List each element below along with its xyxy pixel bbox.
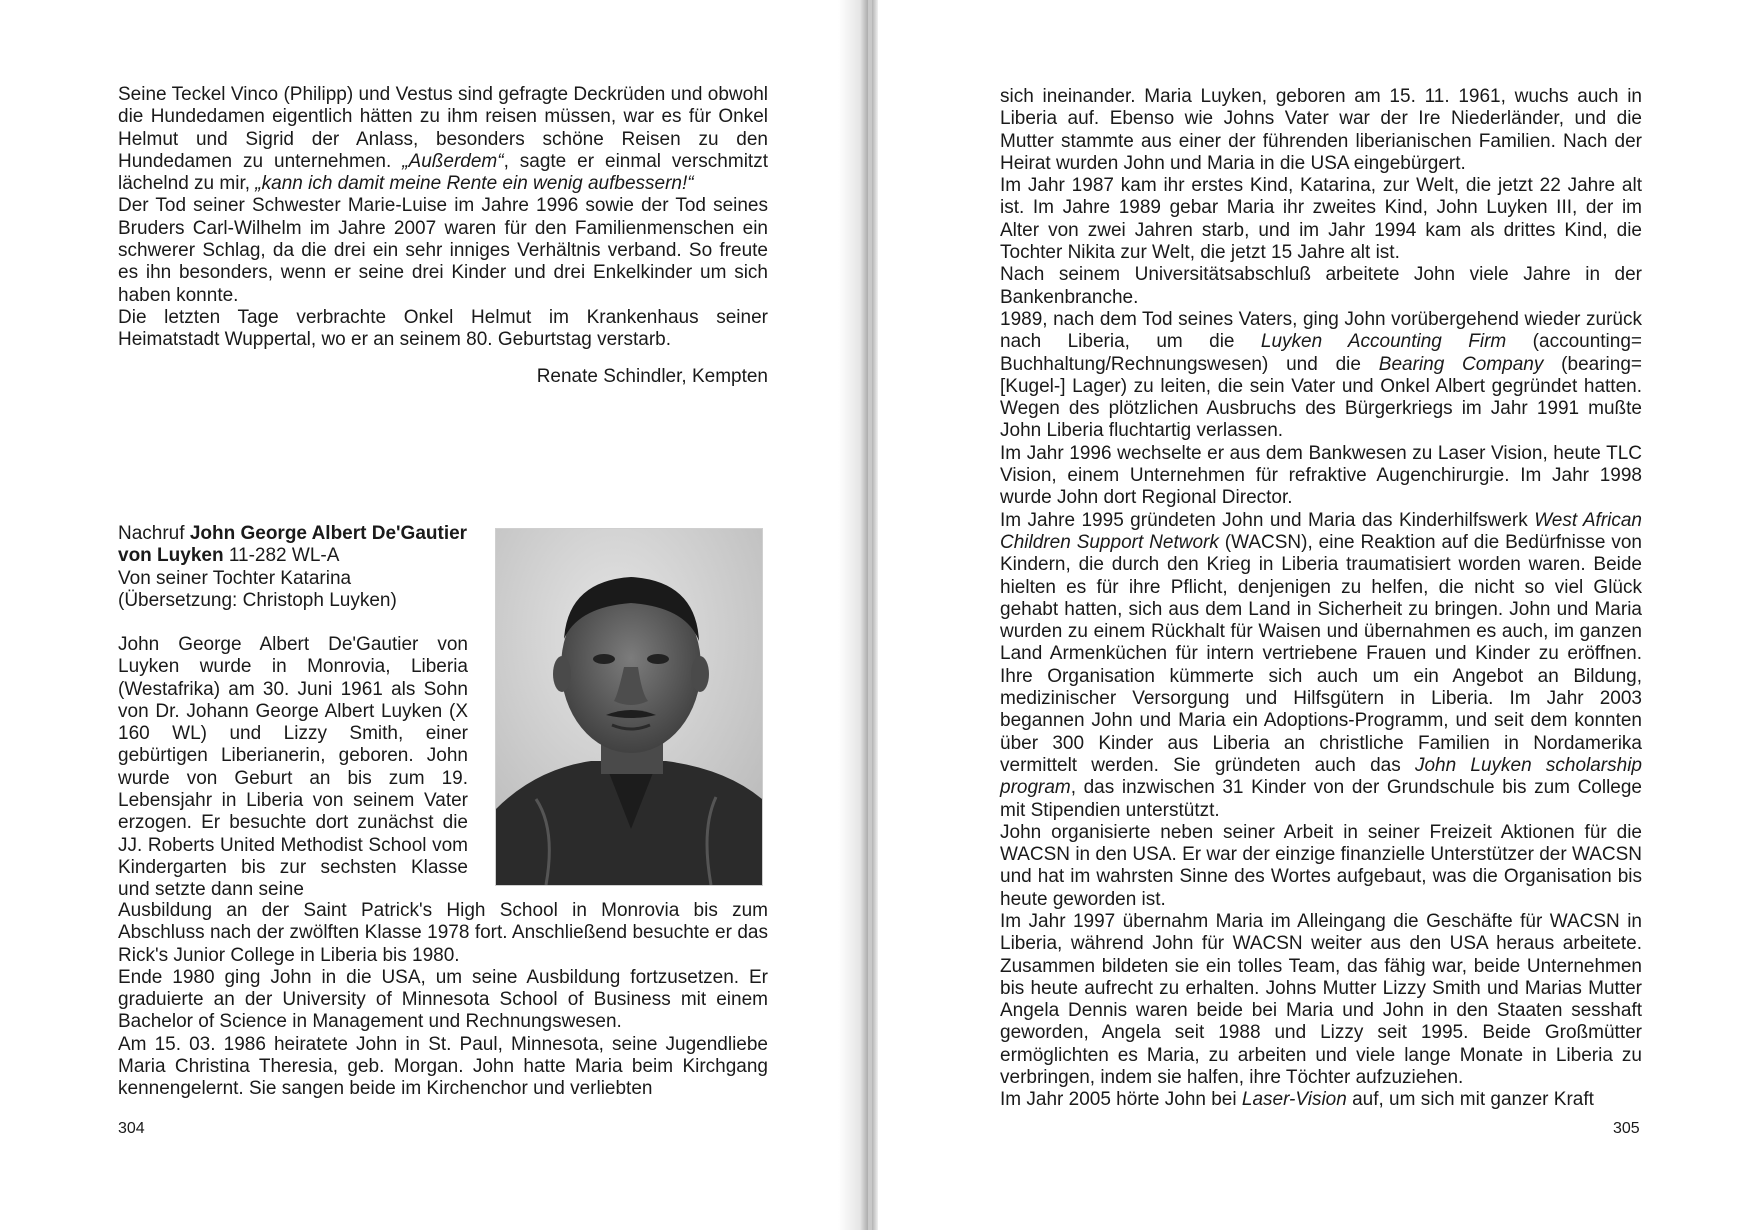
paragraph: Nach seinem Universitätsabschluß arbeitete John viele Jahre in der Bankenbranche.	[1000, 264, 1642, 308]
paragraph: 1989, nach dem Tod seines Vaters, ging John vorübergehend wieder zurück nach Liberia, um die Luyken Accounting Firm (accounting= Buchhaltung/Rechnungswesen) und die Bearing Company (bearing= [Kugel-] Lager) zu leiten, die sein Vater und Onkel Albert gegründet hatten. Wegen des plötzlichen Ausbruchs des Bürgerkriegs im Jahr 1991 mußte John Liberia fluchtartig verlassen.	[1000, 308, 1642, 442]
portrait-photo	[495, 528, 763, 886]
paragraph: John organisierte neben seiner Arbeit in seiner Freizeit Aktionen für die WACSN in den USA. Er war der einzige finanzielle Unterstützer der WACSN und hat im wahrsten Sinne des Wortes aufgebaut, was die Organisation bis heute geworden ist.	[1000, 821, 1642, 910]
deceased-name: John George Albert De'Gautier von Luyken	[118, 523, 468, 567]
scholarship-name: John Luyken scholarship program	[1000, 754, 1642, 799]
paragraph: sich ineinander. Maria Luyken, geboren am 15. 11. 1961, wuchs auch in Liberia auf. Ebenso wie Johns Vater war der Ire Niederländer, und die Mutter stammte aus einer der führenden liberianischen Familien. Nach der Heirat wurden John und Maria in die USA eingebürgert.	[1000, 86, 1642, 174]
paragraph: Ausbildung an der Saint Patrick's High School in Monrovia bis zum Abschluss nach der zwölften Klasse 1978 fort. Anschließend besuchte er das Rick's Junior College in Liberia bis 1980.	[118, 900, 768, 966]
page-edge	[868, 0, 872, 1230]
right-page	[880, 0, 1744, 1230]
firm-name: Luyken Accounting Firm	[1260, 331, 1507, 353]
obituary-translation-note: (Übersetzung: Christoph Luyken)	[118, 589, 397, 611]
paragraph: Im Jahr 1996 wechselte er aus dem Bankwesen zu Laser Vision, heute TLC Vision, einem Unternehmen für refraktive Augenchirurgie. Im Jahr 1998 wurde John dort Regional Director.	[1000, 442, 1642, 509]
obituary-text-narrow	[118, 634, 468, 902]
paragraph: Im Jahr 1987 kam ihr erstes Kind, Katarina, zur Welt, die jetzt 22 Jahre alt ist. Im Jahre 1989 gebar Maria ihr zweites Kind, John Luyken III, der im Alter von zwei Jahren starb, und im Jahr 1994 kam als drittes Kind, die Tochter Nikita zur Welt, die jetzt 15 Jahre alt ist.	[1000, 175, 1642, 264]
company-name: Laser-Vision	[1241, 1089, 1347, 1111]
obituary-heading	[118, 523, 468, 612]
obituary-text-wide	[118, 900, 768, 1101]
paragraph: Ende 1980 ging John in die USA, um seine Ausbildung fortzusetzen. Er graduierte an der University of Minnesota School of Business mit einem Bachelor of Science in Management und Rechnungswesen.	[118, 966, 768, 1033]
obituary-byline: Von seiner Tochter Katarina	[118, 567, 352, 589]
company-name: Bearing Company	[1378, 353, 1544, 375]
paragraph: John George Albert De'Gautier von Luyken wurde in Monrovia, Liberia (Westafrika) am 30. Juni 1961 als Sohn von Dr. Johann George Albert Luyken (X 160 WL) und Lizzy Smith, einer gebürtigen Liberianerin, geboren. John wurde von Geburt an bis zum 19. Lebensjahr in Liberia von seinem Vater erzogen. Er besuchte dort zunächst die JJ. Roberts United Methodist School vom Kindergarten bis zur sechsten Klasse und setzte dann seine	[118, 634, 468, 901]
helmut-obituary-ending	[118, 84, 768, 388]
paragraph: Die letzten Tage verbrachte Onkel Helmut im Krankenhaus seiner Heimatstadt Wuppertal, wo er an seinem 80. Geburtstag verstarb.	[118, 306, 768, 351]
network-name: West African Children Support Network	[1000, 509, 1642, 553]
paragraph: Der Tod seiner Schwester Marie-Luise im Jahre 1996 sowie der Tod seines Bruders Carl-Wilhelm im Jahre 2007 waren für den Familienmenschen ein schwerer Schlag, da die drei ein sehr inniges Verhältnis verband. So freute es ihn besonders, wenn er seine drei Kinder und drei Enkelkinder um sich haben konnte.	[118, 195, 768, 306]
obituary-title: Nachruf John George Albert De'Gautier von Luyken 11-282 WL-A	[118, 523, 468, 567]
author-signature: Renate Schindler, Kempten	[536, 365, 768, 387]
quote-italic: „kann ich damit meine Rente ein wenig aufbessern!“	[255, 173, 694, 195]
paragraph: Im Jahr 1997 übernahm Maria im Alleingang die Geschäfte für WACSN in Liberia, während John für WACSN weiter aus den USA heraus arbeitete. Zusammen bildeten sie ein tolles Team, das fähig war, beide Unternehmen bis heute aufrecht zu erhalten. Johns Mutter Lizzy Smith und Marias Mutter Angela Dennis waren beide bei Maria und John in den Staaten sesshaft geworden, Angela seit 1988 und Lizzy seit 1995. Beide Großmütter ermöglichten es Maria, zu arbeiten und viele lange Monate in Liberia zu verbringen, indem sie halfen, ihre Töchter aufzuziehen.	[1000, 910, 1642, 1089]
book-gutter	[838, 0, 878, 1230]
paragraph: Seine Teckel Vinco (Philipp) und Vestus sind gefragte Deckrüden und obwohl die Hundedamen eigentlich hätten zu ihm reisen müssen, war es für Onkel Helmut und Sigrid der Anlass, besonders schöne Reisen zu den Hundedamen zu unternehmen. „Außerdem“, sagte er einmal verschmitzt lächelnd zu mir, „kann ich damit meine Rente ein wenig aufbessern!“	[118, 84, 768, 195]
page-number-left: 304	[118, 1120, 145, 1137]
paragraph: Am 15. 03. 1986 heiratete John in St. Paul, Minnesota, seine Jugendliebe Maria Christina Theresia, geb. Morgan. John hatte Maria beim Kirchgang kennengelernt. Sie sangen beide im Kirchenchor und verliebten	[118, 1033, 768, 1100]
paragraph: Im Jahre 1995 gründeten John und Maria das Kinderhilfswerk West African Children Support Network (WACSN), eine Reaktion auf die Bedürfnisse von Kindern, die durch den Krieg in Liberia traumatisiert worden waren. Beide hielten es für ihre Pflicht, denjenigen zu helfen, die nicht so viel Glück gehabt hatten, sich aus dem Land in Sicherheit zu bringen. John und Maria wurden zu einem Rückhalt für Waisen und übernahmen es auch, im ganzen Land Armenküchen für intern vertriebene Frauen und Kinder zu eröffnen. Ihre Organisation kümmerte sich auch um ein Angebot an Bildung, medizinischer Versorgung und Hilfsgütern in Liberia. Im Jahr 2003 begannen John und Maria ein Adoptions-Programm, und seit dem konnten über 300 Kinder aus Liberia an christliche Familien in Nordamerika vermittelt werden. Sie gründeten auch das John Luyken scholarship program, das inzwischen 31 Kinder von der Grundschule bis zum College mit Stipendien unterstützt.	[1000, 509, 1642, 821]
quote-italic: „Außerdem“	[402, 150, 504, 172]
paragraph: Im Jahr 2005 hörte John bei Laser-Vision auf, um sich mit ganzer Kraft	[1000, 1089, 1594, 1111]
left-page	[0, 0, 860, 1230]
portrait-image	[496, 529, 762, 885]
obituary-continuation	[1000, 86, 1642, 1112]
page-number-right: 305	[1613, 1120, 1640, 1137]
